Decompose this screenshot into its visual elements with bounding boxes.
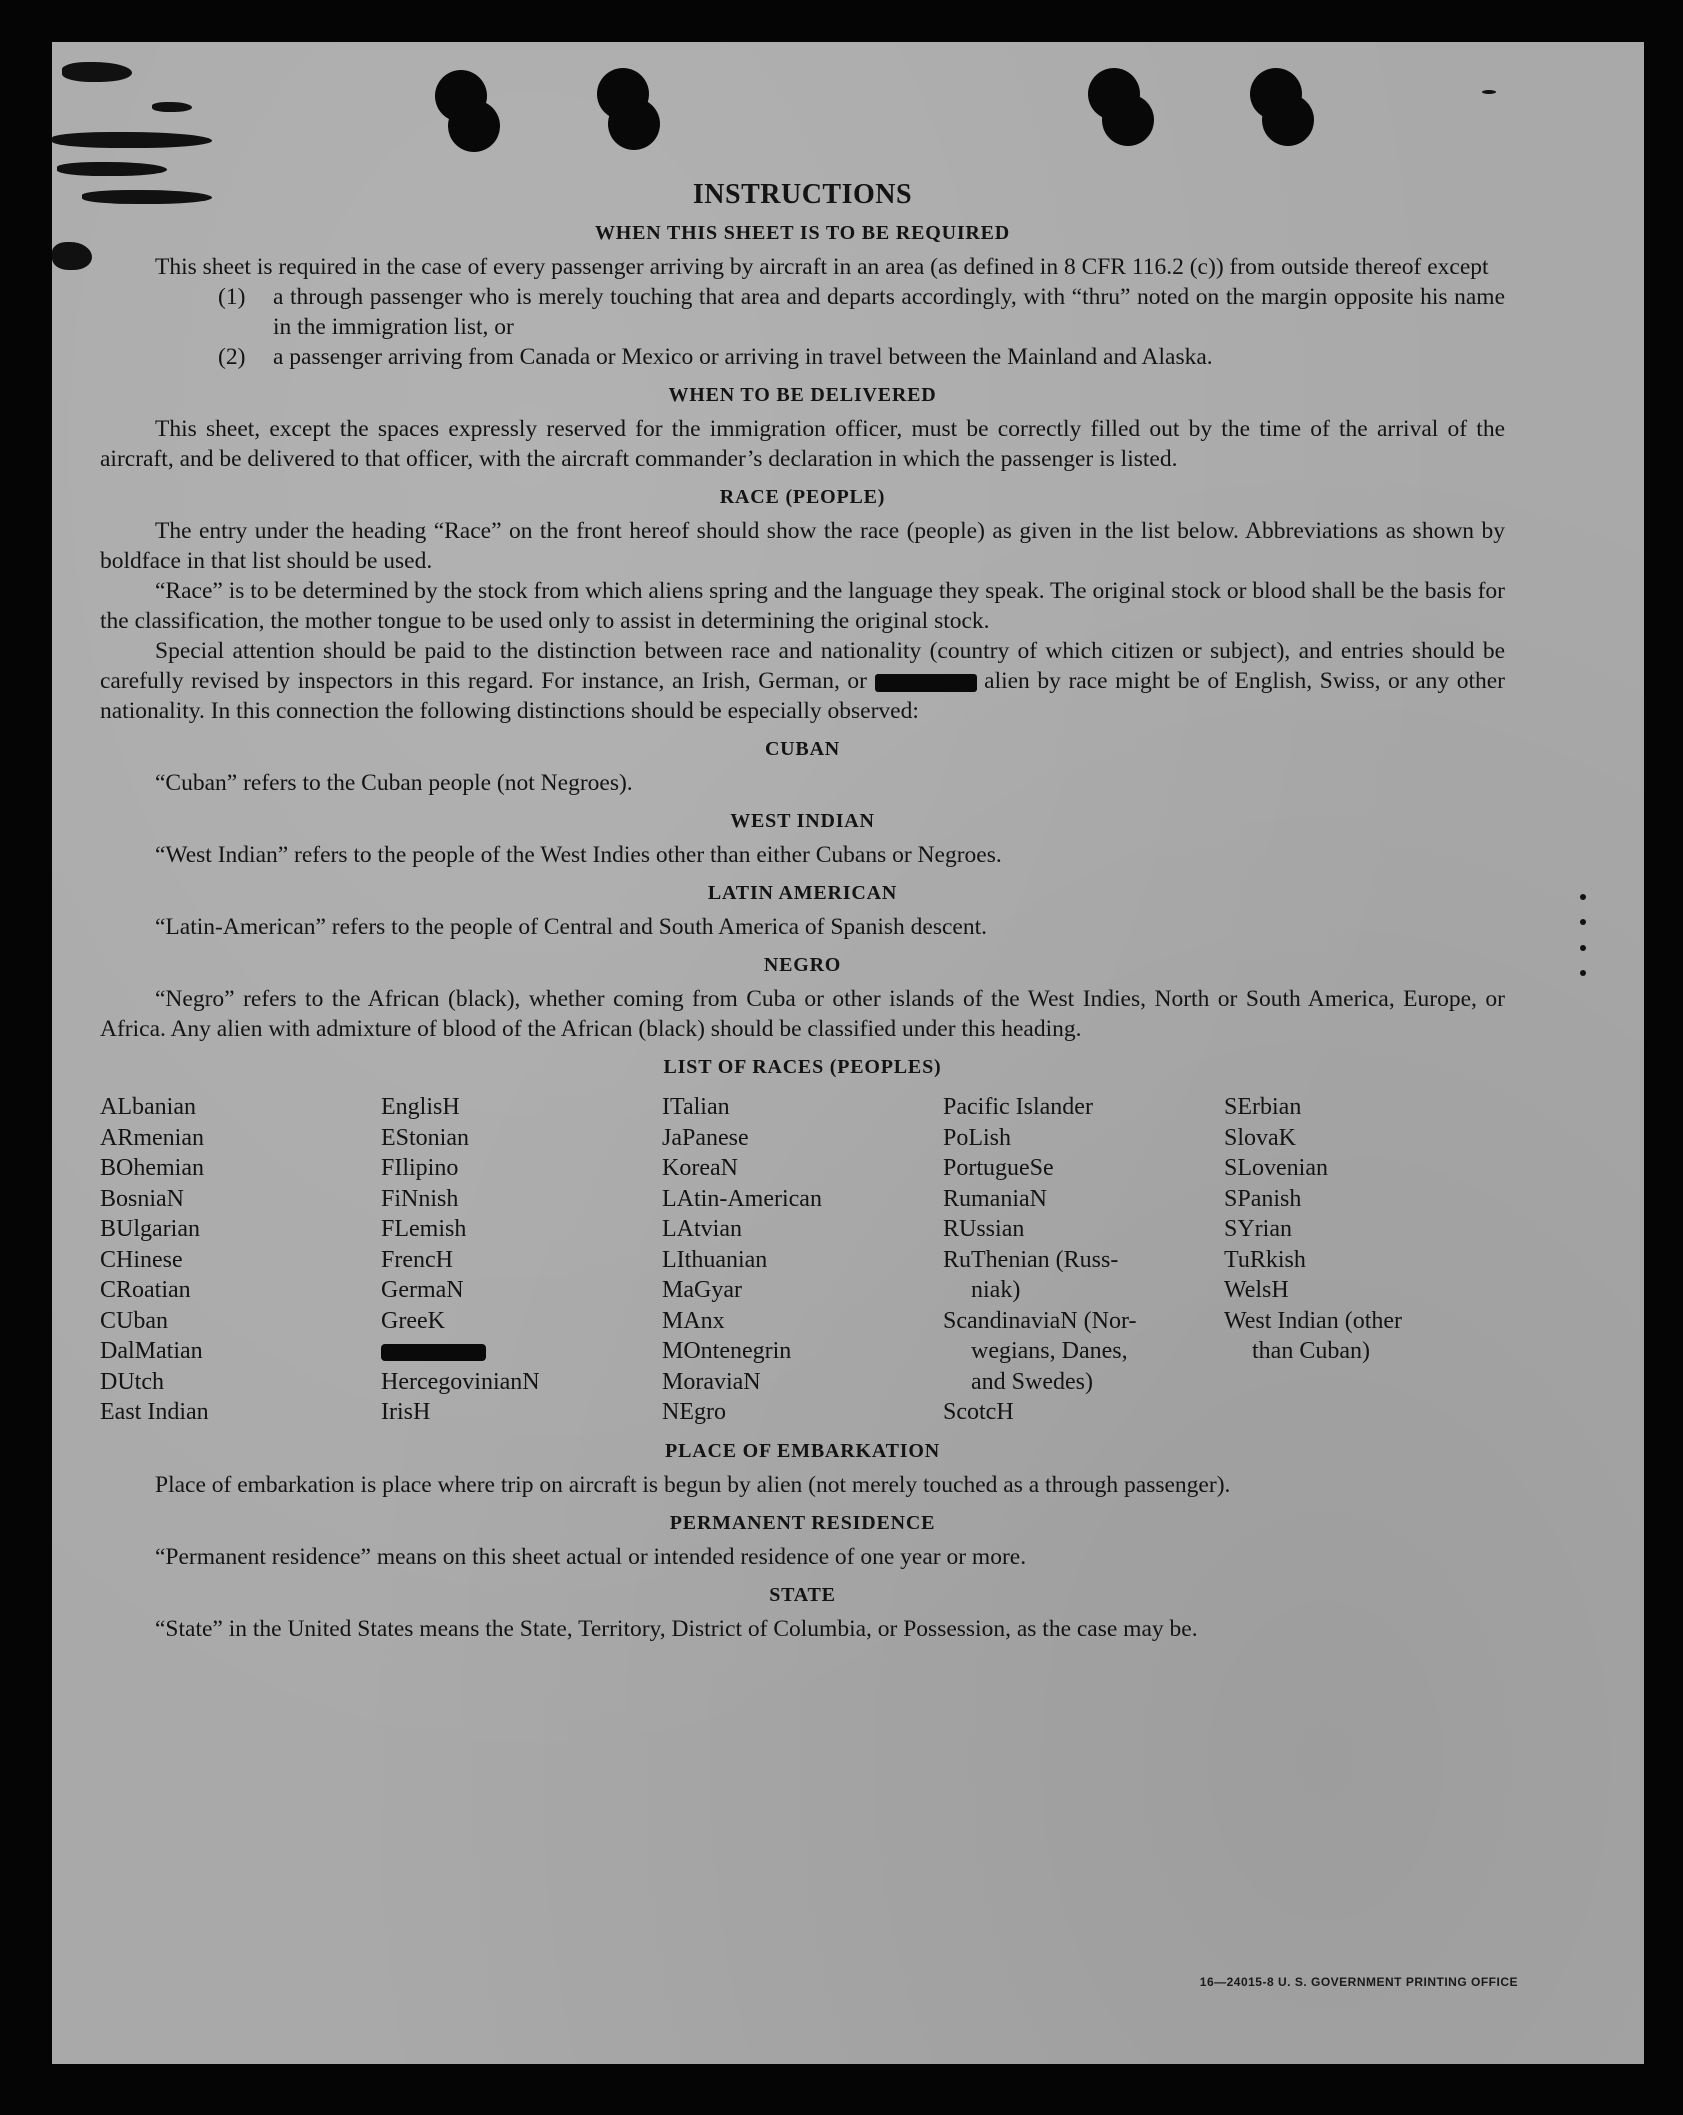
instructions-body	[100, 180, 1505, 1644]
race-entry: RuThenian (Russ-	[943, 1246, 1119, 1273]
race-entry: EnglisH	[381, 1094, 460, 1120]
races-column-1	[100, 1092, 381, 1428]
race-entry-continued: wegians, Danes,	[971, 1338, 1128, 1364]
heading-embarkation: PLACE OF EMBARKATION	[665, 1439, 940, 1462]
para-race-3b: alien by race might be of English, Swiss, or any other nationality. In this connection the following distinctions should be especially observed:	[100, 668, 1505, 724]
race-entry: DalMatian	[100, 1338, 203, 1364]
race-entry: FrencH	[381, 1246, 453, 1273]
ink-smudge	[57, 162, 167, 176]
race-entry-continued: niak)	[971, 1277, 1021, 1303]
list-item	[100, 342, 1505, 372]
race-entry: SPanish	[1224, 1185, 1302, 1212]
race-entry: DUtch	[100, 1368, 164, 1395]
race-entry: PoLish	[943, 1124, 1012, 1151]
ink-smudge	[52, 242, 92, 270]
redaction-mark	[875, 674, 977, 692]
para-race-3a: Special attention should be paid to the distinction between race and nationality (country of which citizen or subject), and entries should be carefully revised by inspectors in this regard. For instance, an Irish, German, or	[100, 638, 1505, 694]
race-entry: CUban	[100, 1307, 168, 1334]
para-cuban: “Cuban” refers to the Cuban people (not Negroes).	[155, 770, 633, 796]
race-entry: CHinese	[100, 1246, 183, 1273]
item-text: a through passenger who is merely touching that area and departs accordingly, with “thru” noted on the margin opposite his name in the immigration list, or	[273, 284, 1505, 340]
para-west-indian: “West Indian” refers to the people of the West Indies other than either Cubans or Negroes.	[155, 842, 1002, 868]
para-required: This sheet is required in the case of every passenger arriving by aircraft in an area (as defined in 8 CFR 116.2 (c)) from outside thereof except	[155, 254, 1489, 280]
para-negro: “Negro” refers to the African (black), whether coming from Cuba or other islands of the West Indies, North or South America, Europe, or Africa. Any alien with admixture of blood of the African (black) should be classified under this heading.	[100, 986, 1505, 1042]
race-entry: BosniaN	[100, 1185, 184, 1212]
margin-dot	[1482, 90, 1496, 94]
race-entry: FLemish	[381, 1216, 467, 1242]
race-entry: MOntenegrin	[662, 1338, 792, 1364]
race-entry: ITalian	[662, 1094, 730, 1120]
race-entry-continued: and Swedes)	[971, 1368, 1093, 1395]
heading-residence: PERMANENT RESIDENCE	[669, 1511, 936, 1534]
races-column-5	[1224, 1092, 1505, 1428]
para-race-1: The entry under the heading “Race” on the front hereof should show the race (people) as given in the list below. Abbreviations as shown by boldface in that list should be used.	[100, 518, 1505, 574]
heading-delivered: WHEN TO BE DELIVERED	[668, 384, 937, 406]
race-entry: MoraviaN	[662, 1368, 761, 1395]
heading-cuban: CUBAN	[764, 738, 841, 760]
race-entry-redacted	[381, 1336, 662, 1367]
margin-dot	[1580, 919, 1586, 925]
race-entry: Pacific Islander	[943, 1094, 1093, 1120]
race-entry: GermaN	[381, 1277, 464, 1303]
punch-hole	[1262, 94, 1314, 146]
heading-race: RACE (PEOPLE)	[719, 486, 886, 508]
race-entry: SErbian	[1224, 1094, 1302, 1120]
para-race-3	[100, 636, 1505, 726]
race-entry: ALbanian	[100, 1094, 196, 1120]
races-column-3	[662, 1092, 943, 1428]
heading-state: STATE	[769, 1583, 836, 1606]
race-entry: SLovenian	[1224, 1155, 1328, 1181]
race-entry: SlovaK	[1224, 1124, 1296, 1151]
race-entry: LIthuanian	[662, 1246, 768, 1273]
race-entry: East Indian	[100, 1399, 209, 1425]
para-state: “State” in the United States means the State, Territory, District of Columbia, or Possession, as the case may be.	[155, 1615, 1198, 1642]
race-entry: EStonian	[381, 1124, 469, 1151]
item-number: (2)	[218, 344, 246, 370]
margin-dot	[1580, 894, 1586, 900]
race-entry: HercegovinianN	[381, 1368, 540, 1395]
race-entry: TuRkish	[1224, 1246, 1306, 1273]
race-entry: JaPanese	[662, 1124, 749, 1151]
race-entry: PortugueSe	[943, 1155, 1054, 1181]
heading-negro: NEGRO	[763, 954, 842, 976]
para-embarkation: Place of embarkation is place where trip on aircraft is begun by alien (not merely touched as a through passenger).	[155, 1471, 1231, 1498]
race-entry: ScandinaviaN (Nor-	[943, 1307, 1137, 1334]
punch-hole	[608, 98, 660, 150]
ink-smudge	[152, 102, 192, 112]
para-delivered: This sheet, except the spaces expressly reserved for the immigration officer, must be correctly filled out by the time of the arrival of the aircraft, and be delivered to that officer, with the aircraft commander’s declaration in which the passenger is listed.	[100, 416, 1505, 472]
race-entry: ScotcH	[943, 1399, 1014, 1425]
punch-hole	[448, 100, 500, 152]
races-table	[100, 1092, 1505, 1428]
race-entry: SYrian	[1224, 1216, 1292, 1242]
margin-dot	[1580, 970, 1586, 976]
para-latin-american: “Latin-American” refers to the people of Central and South America of Spanish descent.	[155, 914, 988, 940]
race-entry: BUlgarian	[100, 1216, 200, 1242]
heading-west-indian: WEST INDIAN	[730, 810, 875, 832]
ink-smudge	[52, 132, 212, 148]
race-entry: ARmenian	[100, 1124, 204, 1151]
margin-dot	[1580, 945, 1586, 951]
race-entry: IrisH	[381, 1399, 431, 1425]
race-entry: FIlipino	[381, 1155, 459, 1181]
race-entry: FiNnish	[381, 1185, 459, 1212]
list-item	[100, 282, 1505, 342]
punch-hole	[1102, 94, 1154, 146]
redaction-mark	[381, 1344, 486, 1361]
races-column-2	[381, 1092, 662, 1428]
race-entry: West Indian (other	[1224, 1307, 1403, 1334]
race-entry: KoreaN	[662, 1155, 738, 1181]
race-entry: MaGyar	[662, 1277, 742, 1303]
race-entry: RUssian	[943, 1216, 1025, 1242]
item-number: (1)	[218, 284, 246, 310]
heading-latin-american: LATIN AMERICAN	[707, 882, 898, 904]
para-race-2: “Race” is to be determined by the stock from which aliens spring and the language they speak. The original stock or blood shall be the basis for the classification, the mother tongue to be used only to assist in determining the original stock.	[100, 578, 1505, 634]
heading-list-of-races: LIST OF RACES (PEOPLES)	[663, 1056, 942, 1078]
ink-smudge	[62, 62, 132, 82]
race-entry: LAtvian	[662, 1216, 742, 1242]
para-residence: “Permanent residence” means on this sheet actual or intended residence of one year or more.	[155, 1543, 1027, 1570]
race-entry: NEgro	[662, 1399, 726, 1425]
page-title: INSTRUCTIONS	[692, 179, 913, 210]
printer-imprint: 16—24015-8 U. S. GOVERNMENT PRINTING OFFICE	[1199, 1975, 1518, 1989]
race-entry: WelsH	[1224, 1277, 1289, 1303]
race-entry-continued: than Cuban)	[1252, 1338, 1370, 1364]
race-entry: MAnx	[662, 1307, 725, 1334]
races-column-4	[943, 1092, 1224, 1428]
race-entry: CRoatian	[100, 1277, 191, 1303]
race-entry: RumaniaN	[943, 1185, 1047, 1212]
race-entry: LAtin-American	[662, 1185, 822, 1212]
race-entry: GreeK	[381, 1307, 445, 1334]
item-text: a passenger arriving from Canada or Mexico or arriving in travel between the Mainland and Alaska.	[273, 344, 1213, 370]
heading-required: WHEN THIS SHEET IS TO BE REQUIRED	[594, 222, 1011, 244]
race-entry: BOhemian	[100, 1155, 204, 1181]
